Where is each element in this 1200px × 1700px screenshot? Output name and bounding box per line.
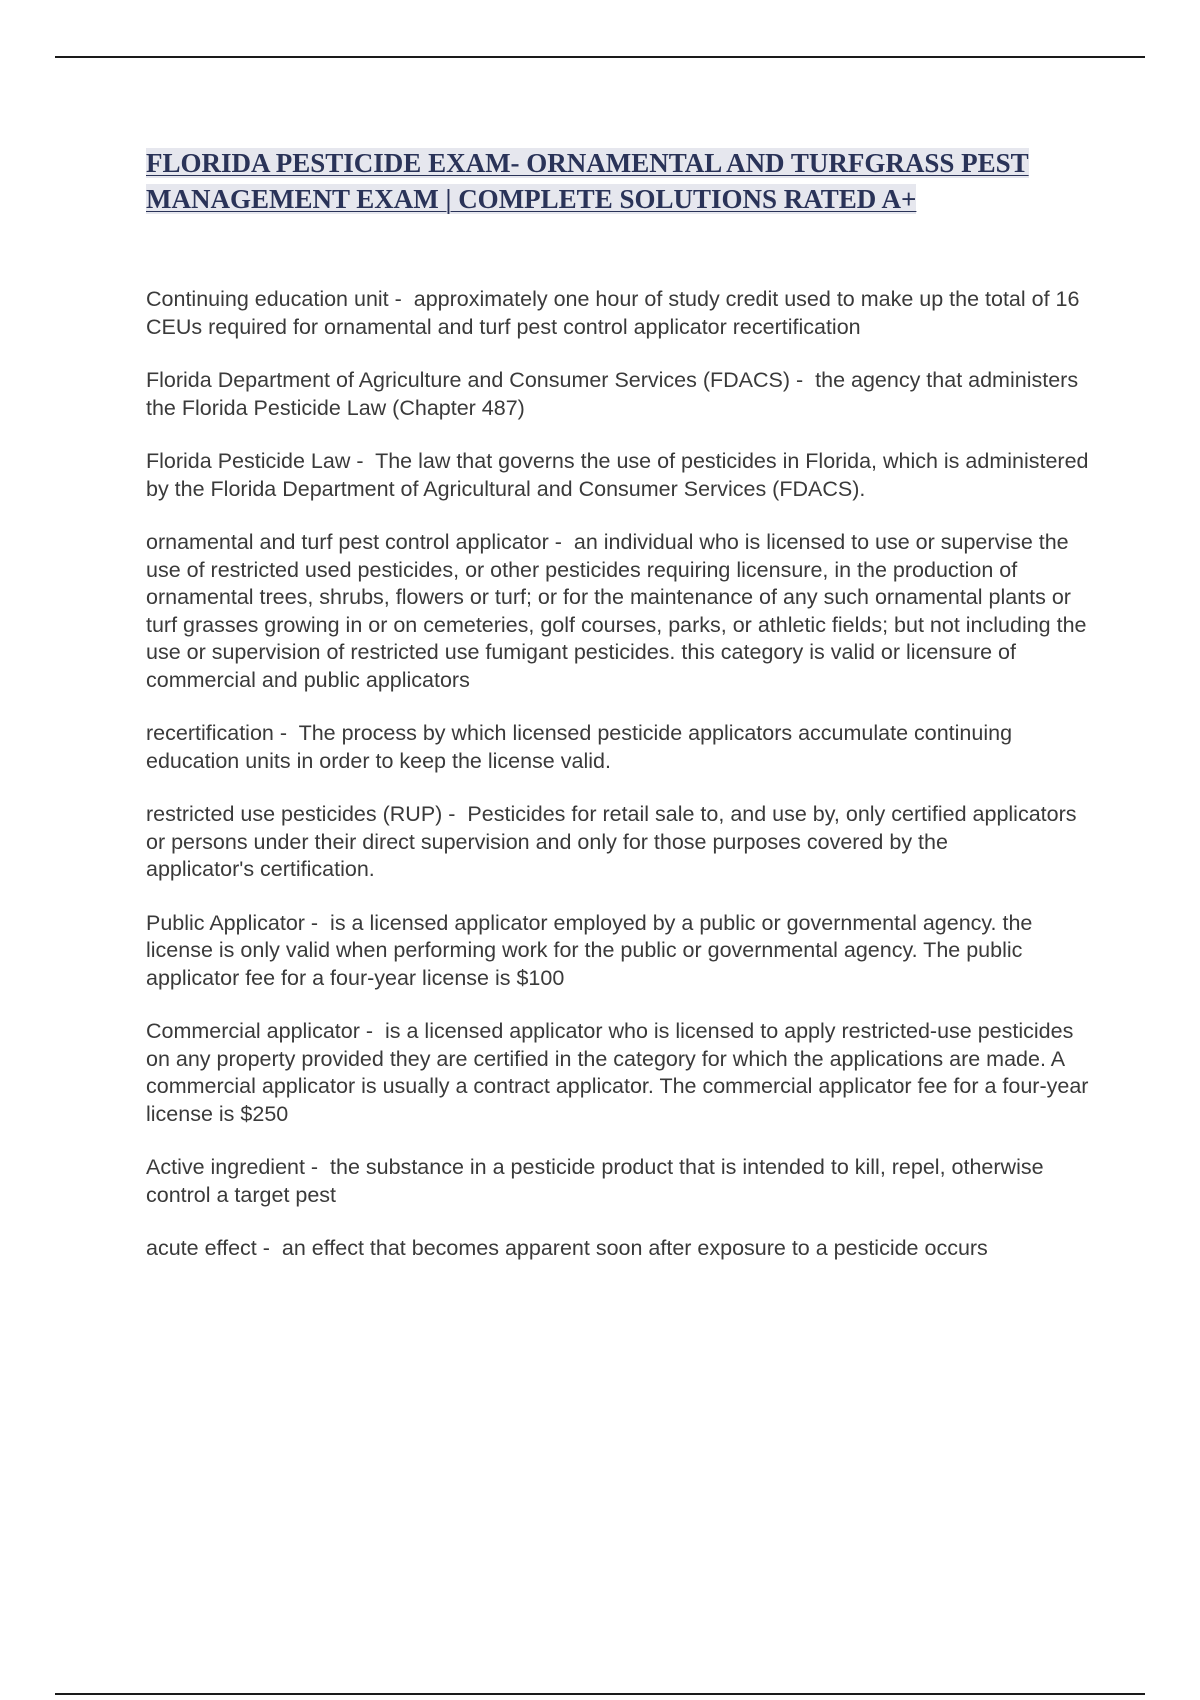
glossary-entry [146, 448, 1091, 503]
glossary-entry [146, 1235, 1091, 1263]
document-title [146, 145, 1081, 217]
entry-definition-continued: applicator's certification. [146, 857, 375, 881]
entry-term: recertification [146, 721, 274, 745]
entry-separator: - [350, 449, 376, 473]
entry-separator: - [359, 1019, 385, 1043]
glossary-entry [146, 529, 1091, 694]
glossary-entry [146, 720, 1091, 775]
glossary-list [146, 286, 1091, 1289]
glossary-entry [146, 1018, 1091, 1128]
entry-separator: - [273, 721, 299, 745]
entry-definition: an effect that becomes apparent soon after exposure to a pesticide occurs [281, 1236, 988, 1260]
glossary-entry [146, 286, 1091, 341]
entry-term: Active ingredient [146, 1155, 305, 1179]
entry-separator: - [442, 802, 468, 826]
entry-separator: - [790, 368, 816, 392]
footer-rule [55, 1693, 1145, 1695]
header-rule [55, 56, 1145, 58]
entry-term: Florida Pesticide Law [146, 449, 351, 473]
entry-separator: - [256, 1236, 282, 1260]
glossary-entry [146, 367, 1091, 422]
entry-separator: - [304, 910, 331, 935]
entry-term: Florida Department of Agriculture and Consumer Services (FDACS) [146, 368, 791, 392]
entry-definition: Pesticides for retail sale to, and use by, only certified applicators or persons under their direct supervision and only for those purposes covered by the [146, 802, 1077, 854]
entry-term: restricted use pesticides (RUP) [146, 802, 443, 826]
entry-separator: - [304, 1155, 331, 1179]
entry-definition: The process by which licensed pesticide applicators accumulate continuing education units in order to keep the license valid. [146, 721, 1013, 773]
glossary-entry [146, 801, 1091, 884]
entry-term: Continuing education unit [146, 287, 389, 311]
entry-term: acute effect [146, 1236, 257, 1260]
glossary-entry [146, 1154, 1091, 1209]
glossary-entry [146, 910, 1091, 993]
document-title-text: FLORIDA PESTICIDE EXAM- ORNAMENTAL AND TURFGRASS PEST MANAGEMENT EXAM | COMPLETE SOLUTIONS RATED A+ [146, 148, 1029, 214]
entry-definition: is a licensed applicator employed by a public or governmental agency. the license is only valid when performing work for the public or governmental agency. The public applicator fee for a four-year license is $100 [146, 910, 1033, 990]
entry-definition: an individual who is licensed to use or supervise the use of restricted used pesticides, or other pesticides requiring licensure, in the production of ornamental trees, shrubs, flowers or turf; or for the maintenance of any such ornamental plants or turf grasses growing in or on cemeteries, golf courses, parks, or athletic fields; but not including the use or supervision of restricted use fumigant pesticides. this category is valid or licensure of commercial and public applicators [146, 530, 1087, 692]
entry-definition: The law that governs the use of pesticides in Florida, which is administered by the Florida Department of Agricultural and Consumer Services (FDACS). [146, 449, 1089, 501]
entry-separator: - [548, 530, 574, 554]
entry-definition: is a licensed applicator who is licensed to apply restricted-use pesticides on any property provided they are certified in the category for which the applications are made. A commercial applicator is usually a contract applicator. The commercial applicator fee for a four-year license is $250 [146, 1019, 1089, 1126]
entry-definition: approximately one hour of study credit used to make up the total of 16 CEUs required for ornamental and turf pest control applicator recertification [146, 287, 1080, 339]
entry-separator: - [388, 287, 414, 311]
entry-term: Commercial applicator [146, 1019, 360, 1043]
entry-term: ornamental and turf pest control applicator [146, 530, 549, 554]
entry-definition: the agency that administers the Florida Pesticide Law (Chapter 487) [146, 368, 1079, 420]
entry-definition: the substance in a pesticide product that is intended to kill, repel, otherwise control a target pest [146, 1155, 1044, 1207]
entry-term: Public Applicator [146, 910, 305, 935]
